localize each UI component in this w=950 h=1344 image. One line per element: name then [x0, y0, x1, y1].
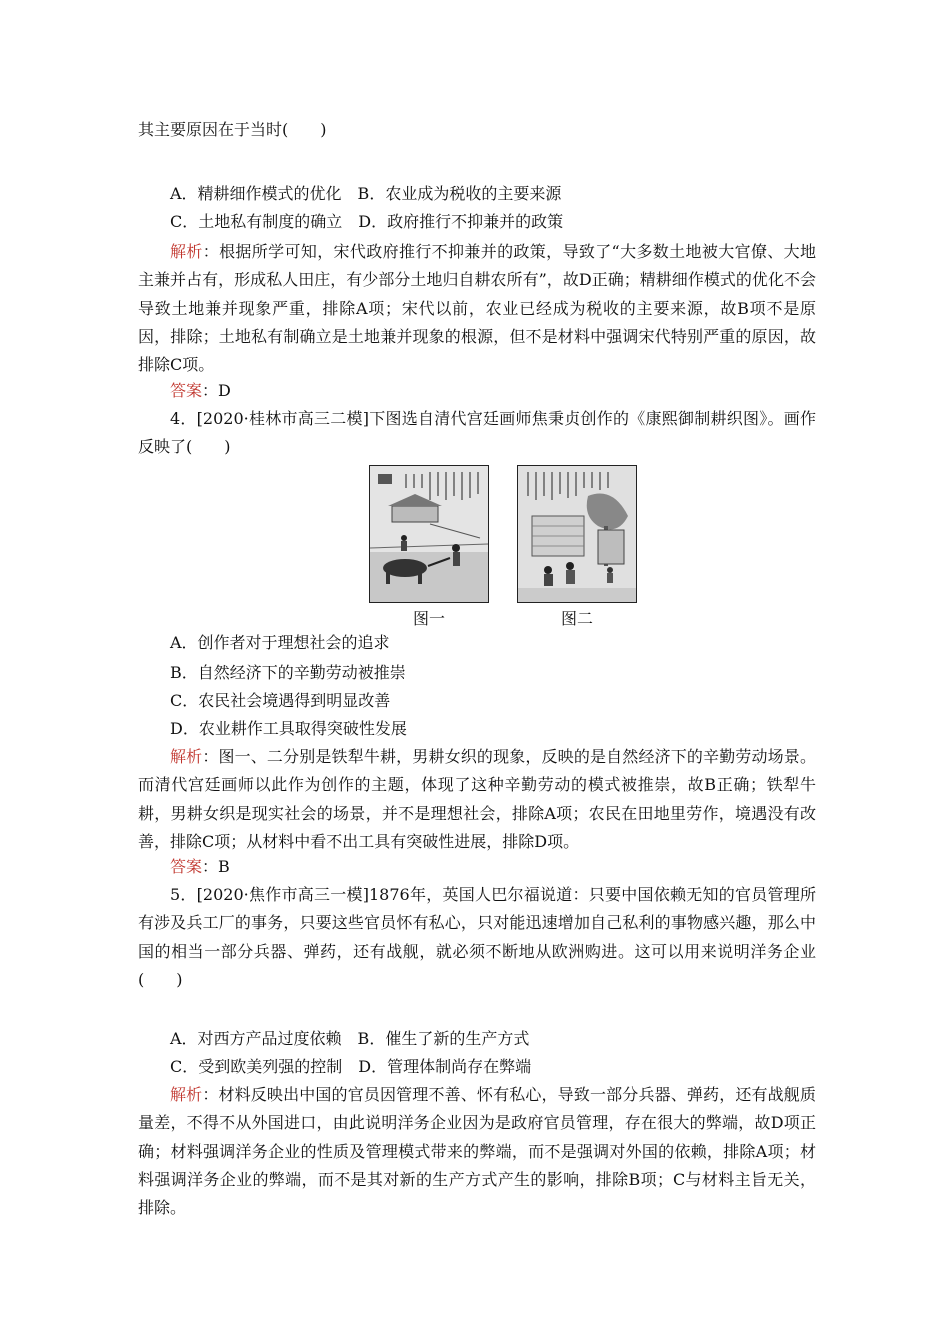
q3-analysis: 解析：根据所学可知，宋代政府推行不抑兼并的政策，导致了“大多数土地被大官僚、大地主兼并占有，形成私人田庄，有少部分土地归自耕农所有”，故D正确；精耕细作模式的优化不会导致土地兼并现象严重，排除A项；宋代以前，农业已经成为税收的主要来源，故B项不是原因，排除；土地私有制确立是土地兼并现象的根源，但不是材料中强调宋代特别严重的原因，故排除C项。	[138, 242, 816, 375]
q4-answer-value: B	[218, 857, 230, 876]
q3-analysis-text: 根据所学可知，宋代政府推行不抑兼并的政策，导致了“大多数土地被大官僚、大地主兼并占有，形成私人田庄，有少部分土地归自耕农所有”，故D正确；精耕细作模式的优化不会导致土地兼并现象严重，排除A项；宋代以前，农业已经成为税收的主要来源，故B项不是原因，排除；土地私有制确立是土地兼并现象的根源，但不是材料中强调宋代特别严重的原因，故排除C项。	[138, 242, 816, 375]
figure-1-plowing-painting	[369, 465, 489, 603]
q5-option-row-1: A．对西方产品过度依赖 B．催生了新的生产方式	[170, 1029, 530, 1048]
analysis-label: 解析	[170, 747, 203, 766]
q4-analysis: 解析：图一、二分别是铁犁牛耕，男耕女织的现象，反映的是自然经济下的辛勤劳动场景。而清代宫廷画师以此作为创作的主题，体现了这种辛勤劳动的模式被推崇，故B正确；铁犁牛耕，男耕女织是现实社会的场景，并不是理想社会，排除A项；农民在田地里劳作，境遇没有改善，排除C项；从材料中看不出工具有突破性进展，排除D项。	[138, 747, 816, 851]
answer-label: 答案	[170, 857, 203, 876]
analysis-label: 解析	[170, 242, 203, 261]
q5-stem: 5．[2020·焦作市高三一模]1876年，英国人巴尔福说道：只要中国依赖无知的官员管理所有涉及兵工厂的事务，只要这些官员怀有私心，只对能迅速增加自己私利的事物感兴趣，那么中国的相当一部分兵器、弹药，还有战舰，就必须不断地从欧洲购进。这可以用来说明洋务企业( )	[138, 885, 816, 989]
analysis-label: 解析	[170, 1085, 203, 1104]
q3-option-row-1: A．精耕细作模式的优化 B．农业成为税收的主要来源	[170, 184, 562, 203]
q4-option-b: B．自然经济下的辛勤劳动被推崇	[170, 663, 406, 682]
q3-answer-value: D	[218, 381, 231, 400]
q3-answer: 答案：D	[170, 381, 231, 400]
q5-option-row-2: C．受到欧美列强的控制 D．管理体制尚存在弊端	[170, 1057, 532, 1076]
q4-option-c: C．农民社会境遇得到明显改善	[170, 691, 391, 710]
answer-label: 答案	[170, 381, 203, 400]
q4-option-d: D．农业耕作工具取得突破性发展	[170, 719, 407, 738]
q3-stem: 其主要原因在于当时( )	[138, 120, 327, 139]
q4-figures	[138, 465, 818, 635]
q3-option-row-2: C．土地私有制度的确立 D．政府推行不抑兼并的政策	[170, 212, 564, 231]
figure-1-caption: 图一	[412, 609, 445, 628]
q5-analysis: 解析：材料反映出中国的官员因管理不善、怀有私心，导致一部分兵器、弹药，还有战舰质量差，不得不从外国进口，由此说明洋务企业因为是政府官员管理，存在很大的弊端，故D项正确；材料强调洋务企业的性质及管理模式带来的弊端，而不是强调对外国的依赖，排除A项；材料强调洋务企业的弊端，而不是其对新的生产方式产生的影响，排除B项；C与材料主旨无关，排除。	[138, 1085, 816, 1218]
q4-stem: 4．[2020·桂林市高三二模]下图选自清代宫廷画师焦秉贞创作的《康熙御制耕织图》。画作反映了( )	[138, 409, 816, 457]
figure-2-weaving-painting	[517, 465, 637, 603]
figure-2-caption: 图二	[560, 609, 593, 628]
q4-answer: 答案：B	[170, 857, 230, 876]
q4-option-a: A．创作者对于理想社会的追求	[170, 633, 390, 652]
q5-analysis-text: 材料反映出中国的官员因管理不善、怀有私心，导致一部分兵器、弹药，还有战舰质量差，不得不从外国进口，由此说明洋务企业因为是政府官员管理，存在很大的弊端，故D项正确；材料强调洋务企业的性质及管理模式带来的弊端，而不是强调对外国的依赖，排除A项；材料强调洋务企业的弊端，而不是其对新的生产方式产生的影响，排除B项；C与材料主旨无关，排除。	[138, 1085, 816, 1218]
q4-analysis-text: 图一、二分别是铁犁牛耕，男耕女织的现象，反映的是自然经济下的辛勤劳动场景。而清代宫廷画师以此作为创作的主题，体现了这种辛勤劳动的模式被推崇，故B正确；铁犁牛耕，男耕女织是现实社会的场景，并不是理想社会，排除A项；农民在田地里劳作，境遇没有改善，排除C项；从材料中看不出工具有突破性进展，排除D项。	[138, 747, 816, 851]
